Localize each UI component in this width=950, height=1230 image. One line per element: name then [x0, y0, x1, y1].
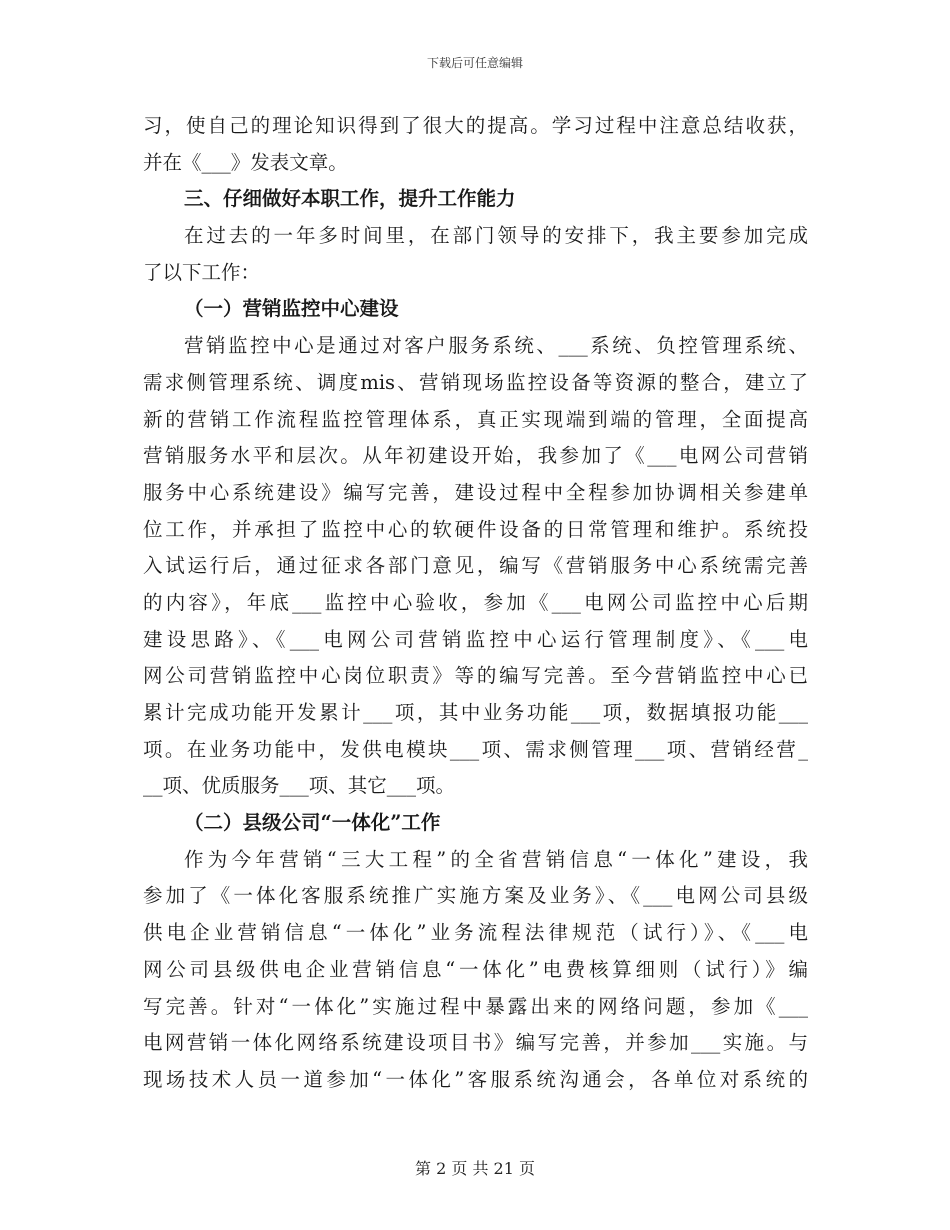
- text-line: 电网营销一体化网络系统建设项目书》编写完善，并参加___实施。与: [143, 1031, 808, 1055]
- text-line: 建设思路》、《___电网公司营销监控中心运行管理制度》、《___电: [143, 627, 808, 651]
- page-header: 下载后可任意编辑: [426, 56, 523, 70]
- text-line: 营销监控中心是通过对客户服务系统、___系统、负控管理系统、: [184, 334, 808, 358]
- text-line: __项、优质服务___项、其它___项。: [143, 774, 456, 798]
- text-line: 营销服务水平和层次。从年初建设开始，我参加了《___电网公司营销: [143, 444, 808, 468]
- text-line: 写完善。针对“一体化”实施过程中暴露出来的网络问题，参加《___: [143, 994, 808, 1018]
- text-line: 在过去的一年多时间里，在部门领导的安排下，我主要参加完成: [184, 224, 808, 248]
- section-heading: 三、仔细做好本职工作，提升工作能力: [184, 187, 516, 211]
- text-line: 了以下工作：: [143, 260, 261, 284]
- page-footer: 第 2 页 共 21 页: [415, 1159, 535, 1178]
- text-line: 现场技术人员一道参加“一体化”客服系统沟通会，各单位对系统的: [143, 1067, 808, 1091]
- text-line: 参加了《一体化客服系统推广实施方案及业务》、《___电网公司县级: [143, 884, 808, 908]
- text-line: 习，使自己的理论知识得到了很大的提高。学习过程中注意总结收获，: [143, 114, 808, 137]
- text-line: 的内容》，年底___监控中心验收，参加《___电网公司监控中心后期: [143, 590, 808, 614]
- text-line: 并在《___》发表文章。: [143, 150, 348, 174]
- document-body: [143, 108, 808, 1099]
- text-line: 网公司县级供电企业营销信息“一体化”电费核算细则（试行）》编: [143, 957, 808, 981]
- subsection-heading: （二）县级公司“一体化”工作: [184, 811, 441, 835]
- subsection-heading: （一）营销监控中心建设: [184, 297, 399, 321]
- text-line: 网公司营销监控中心岗位职责》等的编写完善。至今营销监控中心已: [143, 664, 808, 688]
- text-line: 需求侧管理系统、调度mis、营销现场监控设备等资源的整合，建立了: [143, 370, 808, 394]
- text-line: 作为今年营销“三大工程”的全省营销信息“一体化”建设，我: [184, 847, 808, 871]
- text-line: 服务中心系统建设》编写完善，建设过程中全程参加协调相关参建单: [143, 480, 808, 504]
- text-line: 入试运行后，通过征求各部门意见，编写《营销服务中心系统需完善: [143, 554, 808, 578]
- text-line: 新的营销工作流程监控管理体系，真正实现端到端的管理，全面提高: [143, 407, 808, 431]
- text-line: 累计完成功能开发累计___项，其中业务功能___项，数据填报功能___: [143, 701, 808, 724]
- text-line: 项。在业务功能中，发供电模块___项、需求侧管理___项、营销经营_: [143, 737, 808, 761]
- text-line: 供电企业营销信息“一体化”业务流程法律规范（试行）》、《___电: [143, 921, 808, 945]
- text-line: 位工作，并承担了监控中心的软硬件设备的日常管理和维护。系统投: [143, 517, 808, 541]
